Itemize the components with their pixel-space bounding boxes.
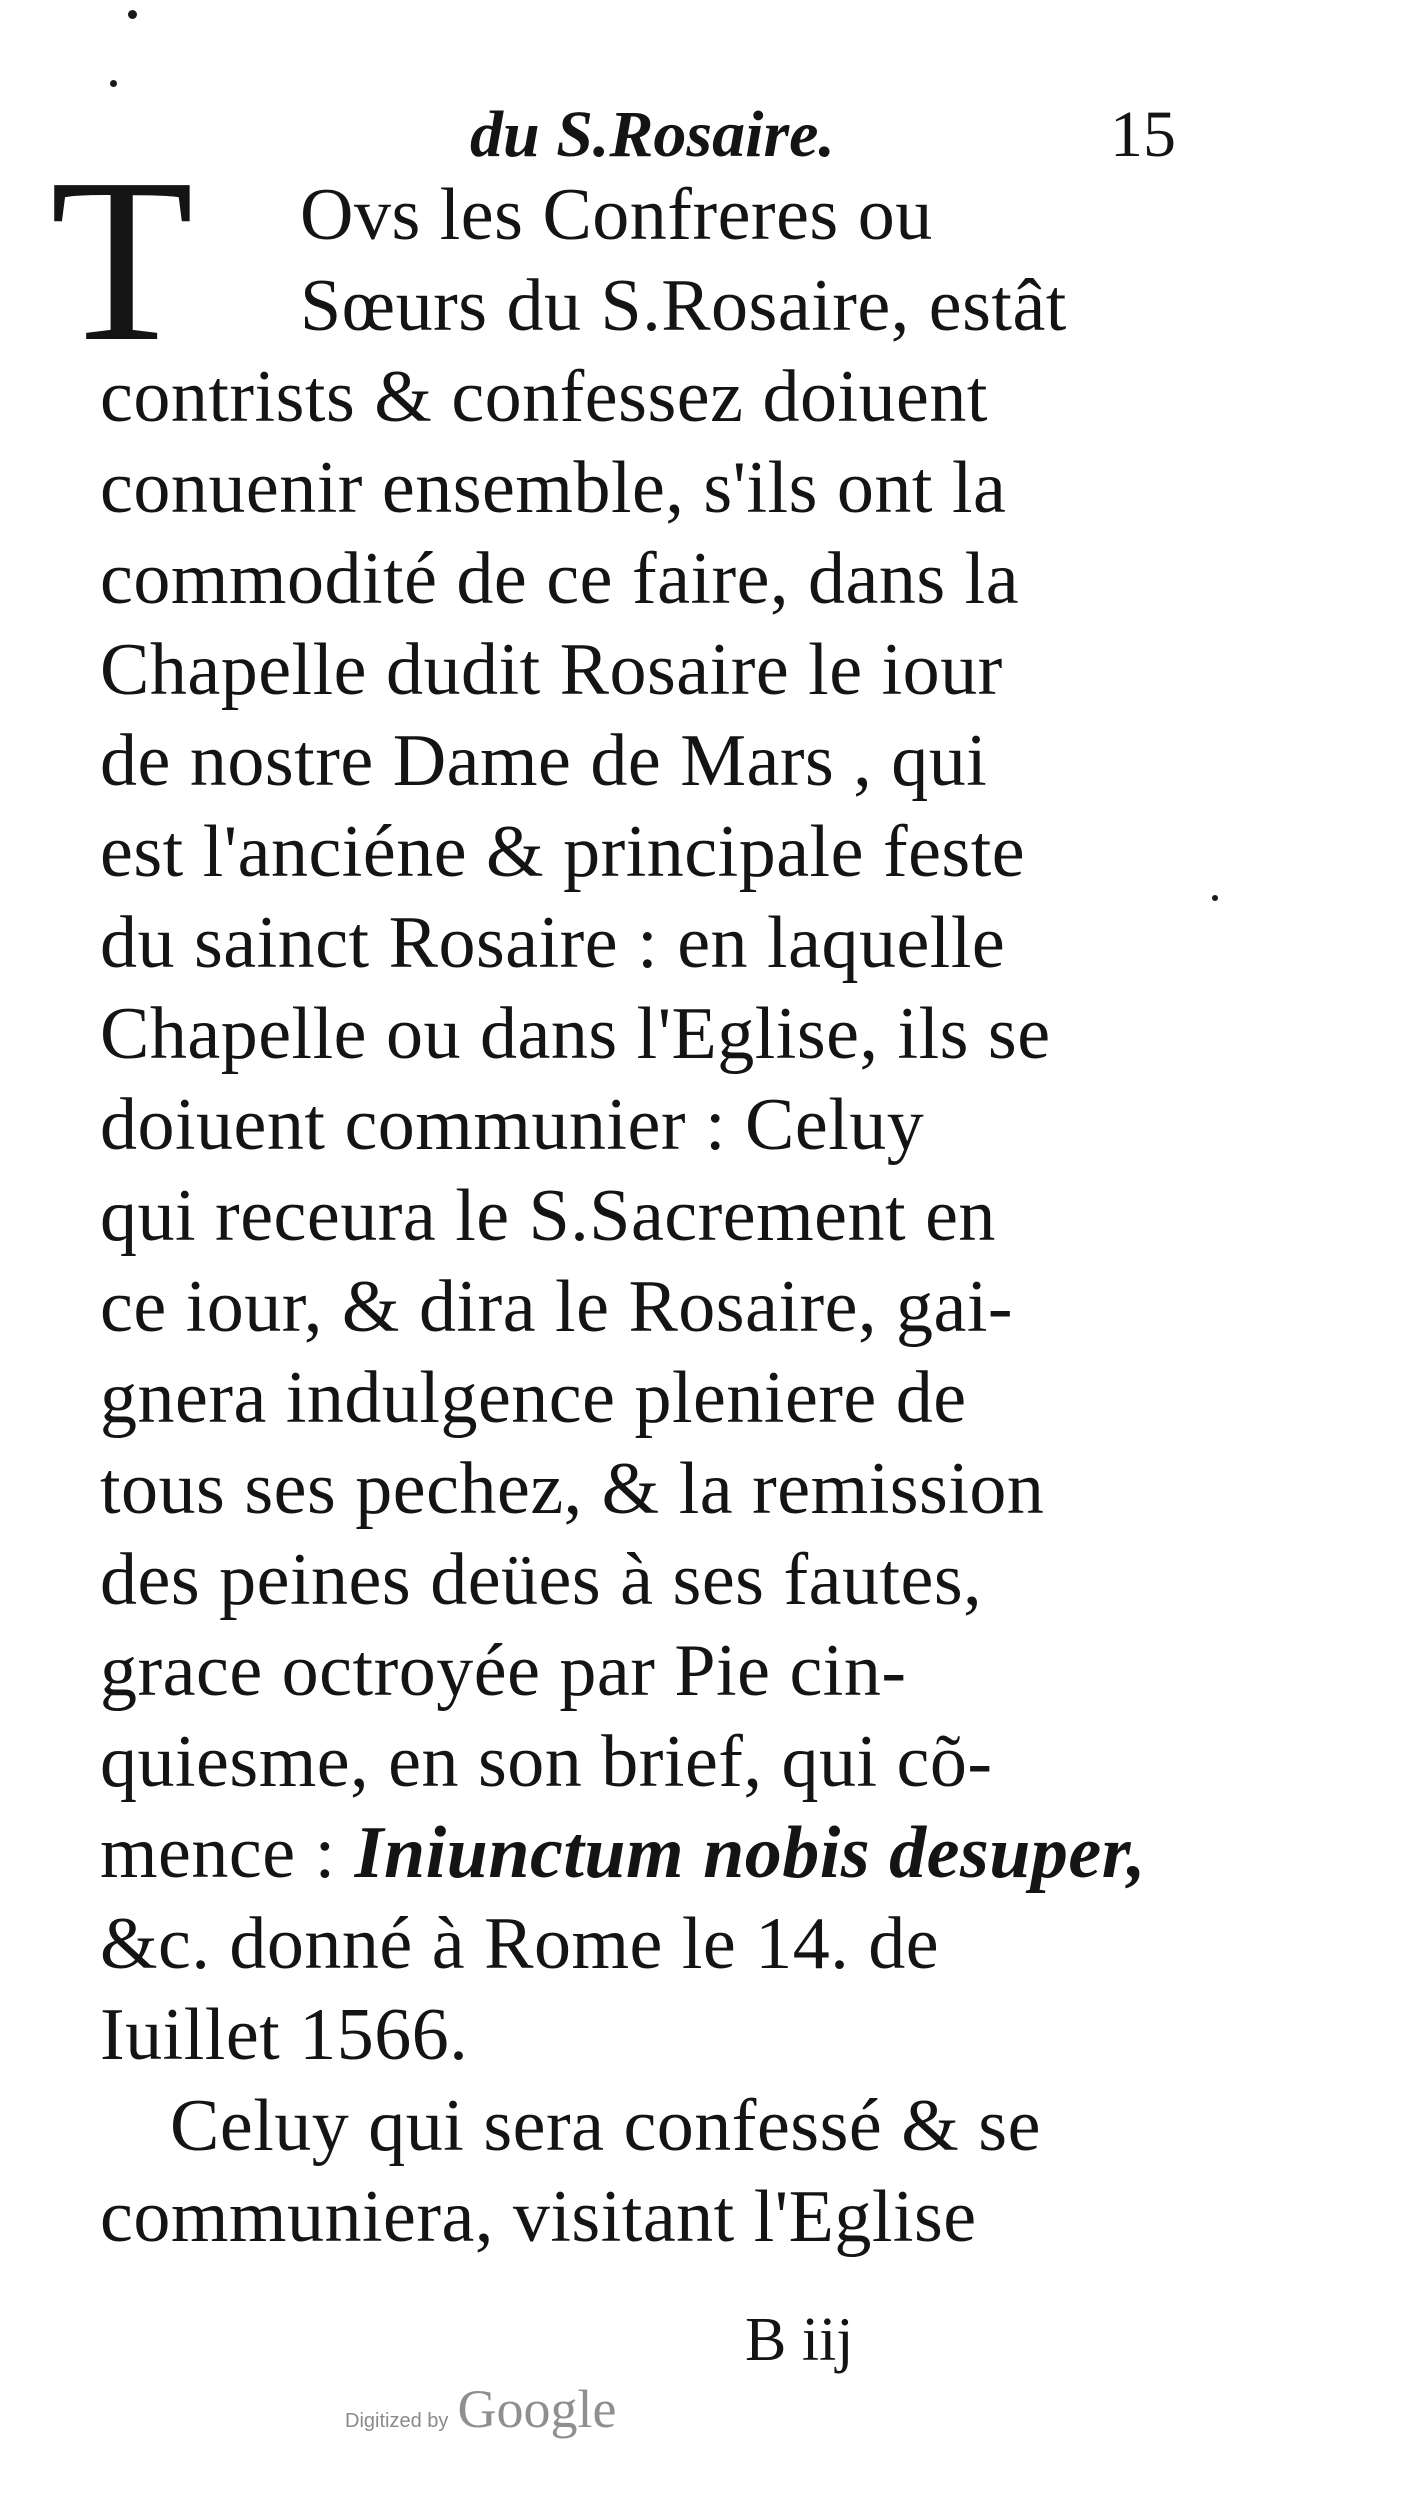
page-number: 15 <box>1110 98 1176 171</box>
running-title: du S.Rosaire. <box>470 98 835 171</box>
text-line: &c. donné à Rome le 14. de <box>100 1903 940 1985</box>
text-line: commodité de ce faire, dans la <box>100 538 1020 620</box>
ink-speck <box>128 10 137 19</box>
text-line: Chapelle ou dans l'Eglise, ils se <box>100 993 1051 1075</box>
text-line: gnera indulgence pleniere de <box>100 1357 967 1439</box>
paragraph <box>100 2081 1210 2263</box>
text-line: Ovs les Confreres ou <box>300 174 933 256</box>
text-line: Chapelle dudit Rosaire le iour <box>100 629 1003 711</box>
signature-mark: B iij <box>745 2306 854 2374</box>
text-line: Sœurs du S.Rosaire, estât <box>300 265 1067 347</box>
text-line: du sainct Rosaire : en laquelle <box>100 902 1006 984</box>
text-line <box>100 1808 1210 1899</box>
text-line: ce iour, & dira le Rosaire, gai- <box>100 1266 1014 1348</box>
watermark-prefix: Digitized by <box>345 2410 449 2432</box>
text-line: conuenir ensemble, s'ils ont la <box>100 447 1007 529</box>
drop-cap: T <box>50 130 194 390</box>
ink-speck <box>110 80 117 87</box>
text-line: doiuent communier : Celuy <box>100 1084 925 1166</box>
text-line: grace octroyée par Pie cin- <box>100 1630 907 1712</box>
body-text <box>100 170 1210 2263</box>
paragraph <box>100 170 1210 2081</box>
text-line: Celuy qui sera confessé & se <box>170 2085 1041 2167</box>
text-line: des peines deües à ses fautes, <box>100 1539 983 1621</box>
text-line: contrists & confessez doiuent <box>100 356 988 438</box>
page-header <box>470 95 1190 175</box>
text-line: de nostre Dame de Mars , qui <box>100 720 988 802</box>
google-logo: Google <box>457 2379 617 2439</box>
text-line: tous ses pechez, & la remission <box>100 1448 1045 1530</box>
ink-speck <box>1212 895 1218 901</box>
text-line: communiera, visitant l'Eglise <box>100 2176 977 2258</box>
text-line: Iuillet 1566. <box>100 1994 469 2076</box>
text-line: qui receura le S.Sacrement en <box>100 1175 996 1257</box>
digitization-watermark <box>345 2378 616 2458</box>
latin-incipit: Iniunctum nobis desuper, <box>354 1812 1146 1894</box>
text-fragment: mence : <box>100 1812 336 1894</box>
text-line: est l'anciéne & principale feste <box>100 811 1026 893</box>
text-line: quiesme, en son brief, qui cõ- <box>100 1721 993 1803</box>
